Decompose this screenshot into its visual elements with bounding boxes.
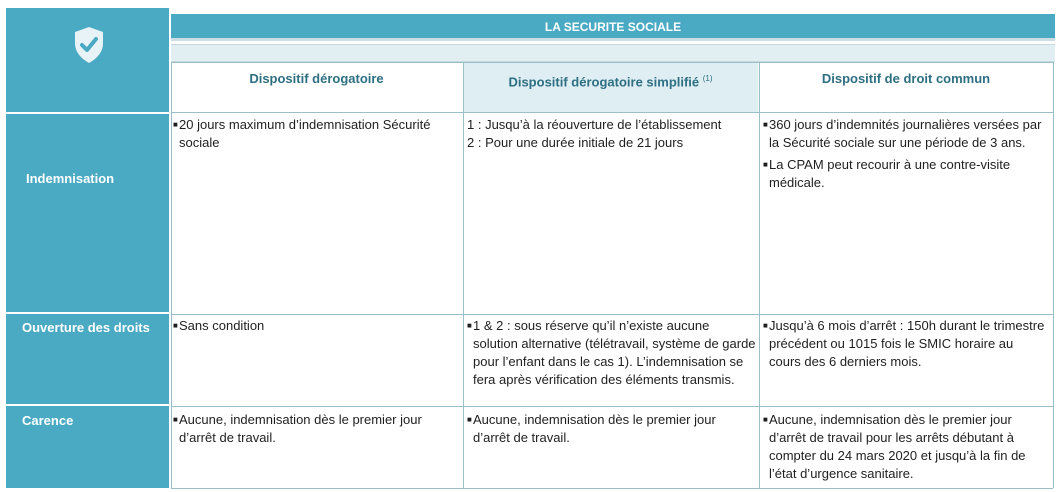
list-item: ■ 20 jours maximum d’indemnisation Sécurité sociale	[173, 117, 431, 150]
column-header-derogatoire: Dispositif dérogatoire	[249, 71, 384, 86]
row-header-indemnisation: Indemnisation	[6, 114, 169, 312]
cell-ouverture-derogatoire	[173, 317, 458, 335]
cell-carence-droit-commun	[763, 411, 1048, 483]
cell-indemnisation-derogatoire	[173, 116, 458, 152]
shield-check-icon	[73, 26, 105, 64]
cell-ouverture-simplifie	[467, 317, 757, 389]
column-header-droit-commun: Dispositif de droit commun	[821, 71, 991, 86]
banner-shadow	[171, 38, 1055, 41]
cell-ouverture-droit-commun	[763, 317, 1048, 371]
cell-carence-simplifie	[467, 411, 752, 447]
list-item: 2 : Pour une durée initiale de 21 jours	[467, 135, 684, 150]
column-header-derogatoire-simplifie: Dispositif dérogatoire simplifié $^{(1)}$	[463, 62, 758, 112]
sub-band	[171, 44, 1055, 62]
list-item: ■ 1 & 2 : sous réserve qu’il n’existe aucune solution alternative (télétravail, système de garde pour l’enfant dans le cas 1). L’indemnisation se fera après vérification des éléments transmis.	[467, 318, 756, 387]
list-item: ■ Aucune, indemnisation dès le premier jour d’arrêt de travail.	[467, 412, 716, 445]
row-header-ouverture-des-droits: Ouverture des droits	[6, 314, 169, 404]
list-item: ■ Jusqu’à 6 mois d’arrêt : 150h durant le trimestre précédent ou 1015 fois le SMIC horaire au cours des 6 derniers mois.	[763, 318, 1045, 369]
cell-carence-derogatoire	[173, 411, 458, 447]
list-item: ■ Aucune, indemnisation dès le premier jour d’arrêt de travail.	[173, 412, 422, 445]
logo-box	[6, 8, 169, 112]
list-item: ■ Aucune, indemnisation dès le premier jour d’arrêt de travail pour les arrêts débutant à compter du 24 mars 2020 et jusqu’à la fin de l’état d’urgence sanitaire.	[763, 412, 1026, 481]
row-header-carence: Carence	[6, 406, 169, 488]
list-item: ■ 360 jours d’indemnités journalières versées par la Sécurité sociale sur une période de 3 ans.	[763, 117, 1042, 150]
page-title: LA SECURITE SOCIALE	[171, 14, 1055, 38]
list-item: ■ La CPAM peut recourir à une contre-visite médicale.	[763, 157, 1011, 190]
banner-arrow-icon: →	[160, 12, 171, 24]
list-item: ■ Sans condition	[173, 318, 265, 333]
cell-indemnisation-simplifie	[467, 116, 757, 156]
list-item: 1 : Jusqu’à la réouverture de l’établissement	[467, 117, 722, 132]
cell-indemnisation-droit-commun	[763, 116, 1043, 192]
